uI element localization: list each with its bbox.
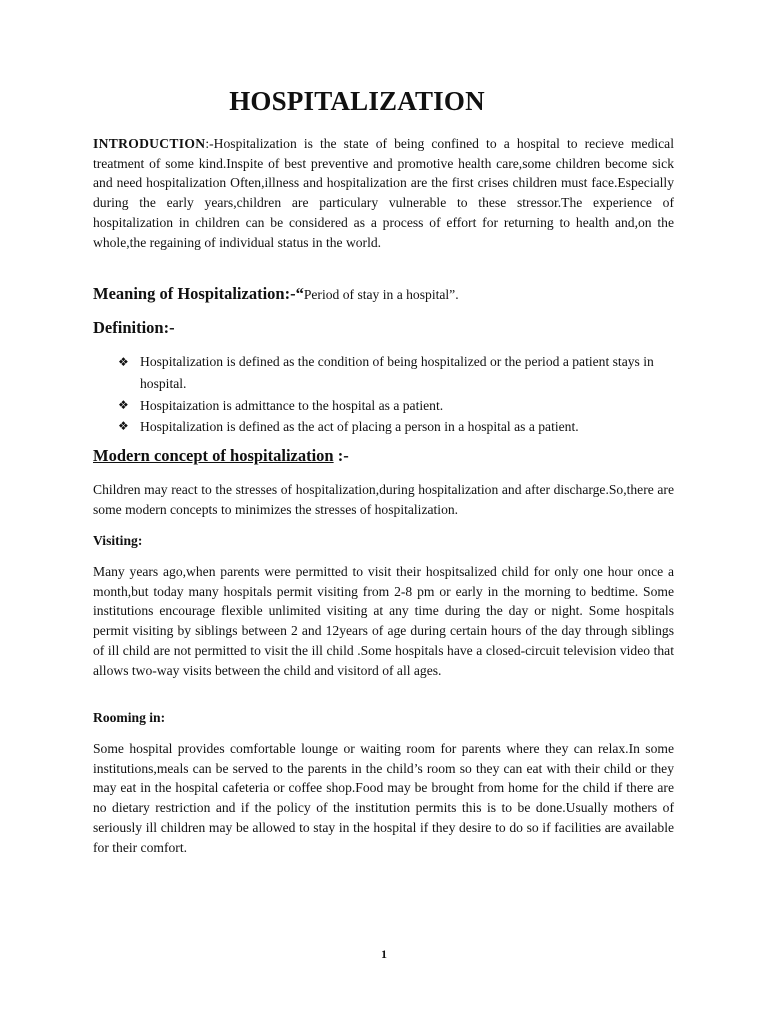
meaning-label: Meaning of Hospitalization:-“ xyxy=(93,284,304,303)
definition-item-text: Hospitaization is admittance to the hospital as a patient. xyxy=(140,398,444,413)
definition-item-text: Hospitalization is defined as the condition of being hospitalized or the period a patient stays in hospital. xyxy=(140,354,654,391)
definition-item xyxy=(118,417,678,437)
diamond-bullet-icon: ❖ xyxy=(118,398,129,412)
meaning-line xyxy=(93,284,674,304)
meaning-text: Period of stay in a hospital”. xyxy=(303,287,459,302)
definition-list xyxy=(118,351,678,437)
rooming-in-paragraph: Some hospital provides comfortable lounge or waiting room for parents where they can relax.In some institutions,meals can be served to the parents in the child’s room so they can eat with their child or they may eat in the hospital cafeteria or coffee shop.Food may be brought from home for the child if there are no dietary restriction and if the policy of the institution permits this is to be done.Usually mothers of seriously ill children may be allowed to stay in the hospital if they desire to do so if facilities are available for their comfort. xyxy=(93,741,674,855)
definition-heading: Definition:- xyxy=(93,318,175,337)
introduction-label: INTRODUCTION xyxy=(93,136,206,151)
visiting-paragraph: Many years ago,when parents were permitted to visit their hospitsalized child for only one hour once a month,but today many hospitals permit visiting from 2-8 pm or early in the morning to bedtime. Some institutions encourage flexible unlimited visiting at any time during the day or night. Some hospitals permit visiting by siblings between 2 and 12years of age during certain hours of the day through siblings of ill child are not permitted to visit the ill child .Some hospitals have a closed-circuit television video that allows two-way visits between the child and visitord of all ages. xyxy=(93,564,674,678)
modern-concept-paragraph: Children may react to the stresses of hospitalization,during hospitalization and after discharge.So,there are some modern concepts to minimizes the stresses of hospitalization. xyxy=(93,482,674,517)
modern-concept-heading xyxy=(93,446,674,466)
page-title: HOSPITALIZATION xyxy=(229,86,485,116)
introduction-paragraph xyxy=(93,134,674,252)
modern-concept-heading-text: Modern concept of hospitalization xyxy=(93,446,334,465)
page-number: 1 xyxy=(381,947,387,961)
definition-item-text: Hospitalization is defined as the act of placing a person in a hospital as a patient. xyxy=(140,418,579,434)
rooming-in-heading: Rooming in: xyxy=(93,710,166,725)
definition-item xyxy=(118,396,678,416)
diamond-bullet-icon: ❖ xyxy=(118,418,129,433)
definition-item xyxy=(118,351,678,395)
modern-concept-heading-suffix: :- xyxy=(333,446,349,465)
introduction-text: :-Hospitalization is the state of being confined to a hospital to recieve medical treatment of some kind.Inspite of best preventive and promotive health care,some children become sick and need hospitalization Often,illness and hospitalization are the first crises children must face.Especially during the early years,children are particulary vulnerable to these stressor.The experience of hospitalization in children can be considered as a process of effort for returning to health and,on the whole,the regaining of individual status in the world. xyxy=(93,136,674,250)
visiting-heading: Visiting: xyxy=(93,533,143,548)
diamond-bullet-icon: ❖ xyxy=(118,355,129,369)
